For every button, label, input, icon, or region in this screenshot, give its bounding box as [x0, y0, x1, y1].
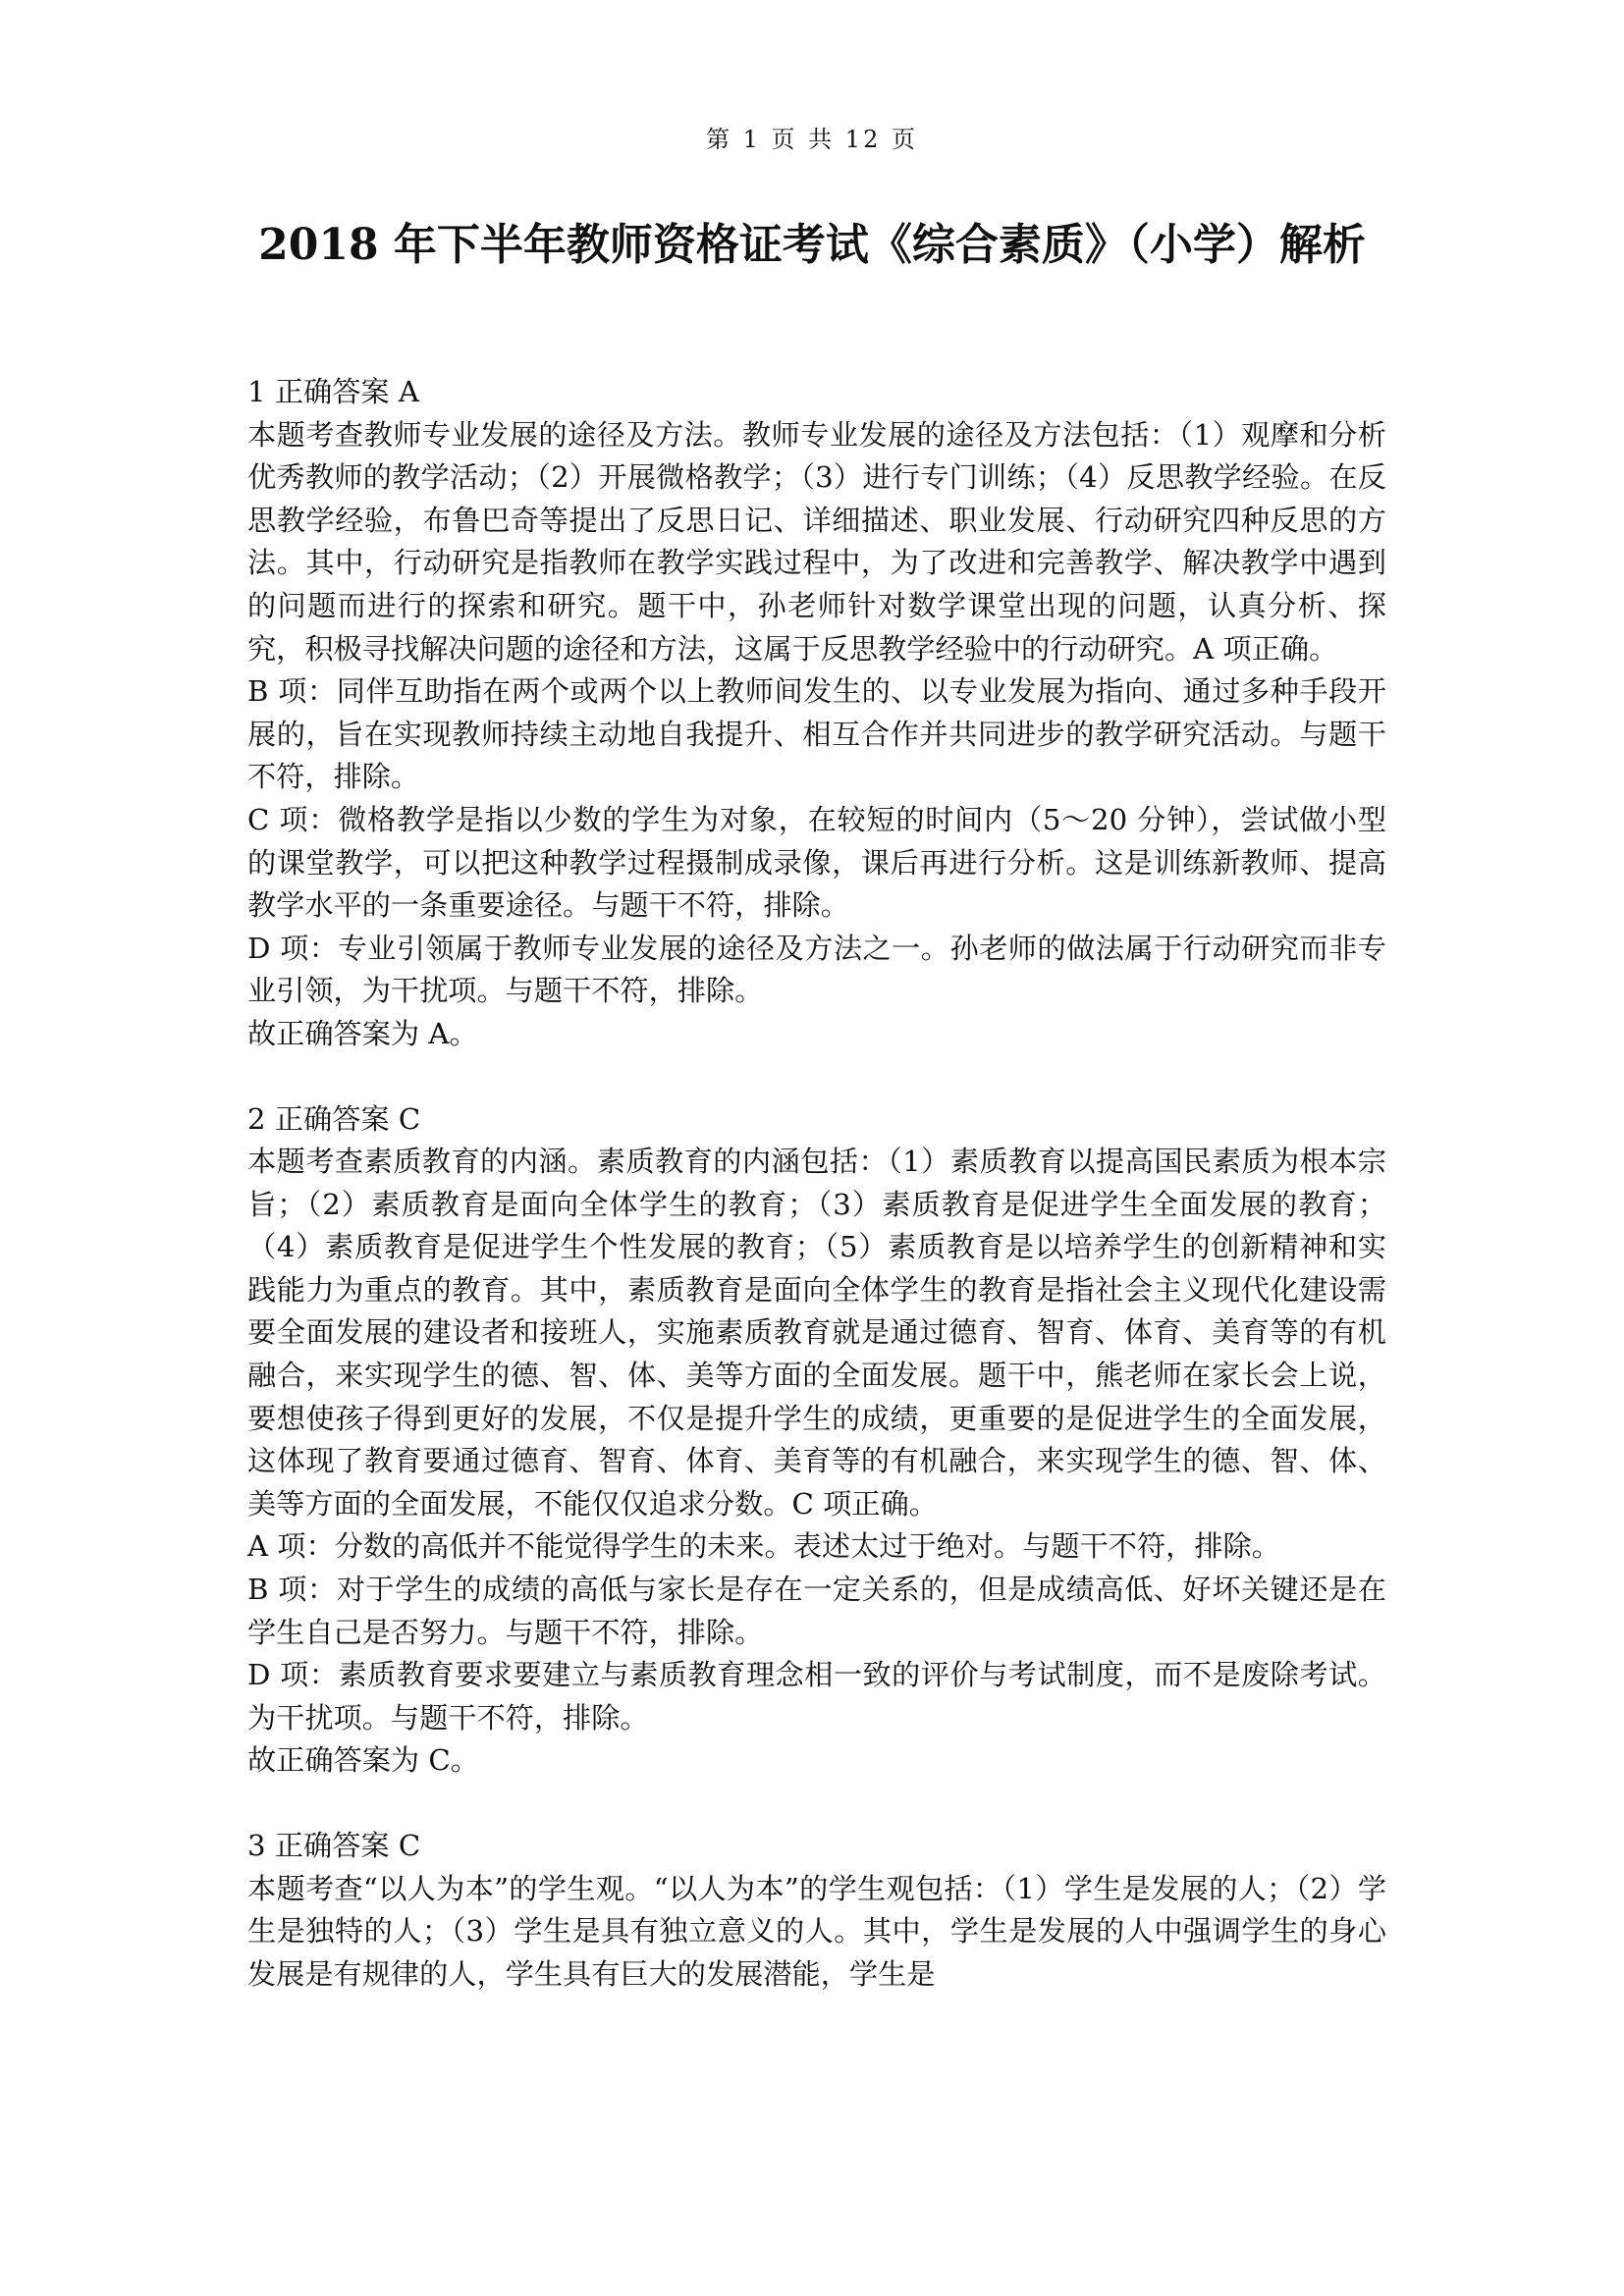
explanation-paragraph: 本题考查素质教育的内涵。素质教育的内涵包括：（1）素质教育以提高国民素质为根本宗旨；（2）素质教育是面向全体学生的教育；（3）素质教育是促进学生全面发展的教育；（4）素质教育是促进学生个性发展的教育；（5）素质教育是以培养学生的创新精神和实践能力为重点的教育。其中，素质教育是面向全体学生的教育是指社会主义现代化建设需要全面发展的建设者和接班人，实施素质教育就是通过德育、智育、体育、美育等的有机融合，来实现学生的德、智、体、美等方面的全面发展。题干中，熊老师在家长会上说，要想使孩子得到更好的发展，不仅是提升学生的成绩，更重要的是促进学生的全面发展，这体现了教育要通过德育、智育、体育、美育等的有机融合，来实现学生的德、智、体、美等方面的全面发展，不能仅仅追求分数。C 项正确。 — [247, 1145, 1386, 1521]
answer-heading: 1 正确答案 A — [247, 375, 419, 408]
page-header: 第 1 页 共 12 页 — [706, 126, 918, 153]
option-a-explanation: A 项：分数的高低并不能觉得学生的未来。表述太过于绝对。与题干不符，排除。 — [247, 1529, 1280, 1564]
document-body — [247, 371, 1386, 2038]
question-block-1 — [247, 371, 1386, 1056]
option-b-explanation: B 项：对于学生的成绩的高低与家长是存在一定关系的，但是成绩高低、好坏关键还是在学生自己是否努力。与题干不符，排除。 — [247, 1573, 1386, 1649]
document-title: 2018 年下半年教师资格证考试《综合素质》（小学）解析 — [258, 220, 1366, 270]
answer-conclusion: 故正确答案为 C。 — [247, 1743, 479, 1778]
option-d-explanation: D 项：素质教育要求要建立与素质教育理念相一致的评价与考试制度，而不是废除考试。为干扰项。与题干不符，排除。 — [247, 1658, 1386, 1735]
option-c-explanation: C 项：微格教学是指以少数的学生为对象，在较短的时间内（5～20 分钟），尝试做小型的课堂教学，可以把这种教学过程摄制成录像，课后再进行分析。这是训练新教师、提高教学水平的一条重要途径。与题干不符，排除。 — [247, 802, 1386, 923]
question-block-3 — [247, 1825, 1386, 1996]
option-d-explanation: D 项：专业引领属于教师专业发展的途径及方法之一。孙老师的做法属于行动研究而非专业引领，为干扰项。与题干不符，排除。 — [247, 931, 1386, 1008]
option-b-explanation: B 项：同伴互助指在两个或两个以上教师间发生的、以专业发展为指向、通过多种手段开展的，旨在实现教师持续主动地自我提升、相互合作并共同进步的教学研究活动。与题干不符，排除。 — [247, 674, 1386, 794]
answer-heading: 2 正确答案 C — [247, 1101, 421, 1136]
answer-heading: 3 正确答案 C — [247, 1829, 421, 1862]
explanation-paragraph: 本题考查“以人为本”的学生观。“以人为本”的学生观包括：（1）学生是发展的人；（2）学生是独特的人；（3）学生是具有独立意义的人。其中，学生是发展的人中强调学生的身心发展是有规律的人，学生具有巨大的发展潜能，学生是 — [247, 1871, 1386, 1991]
explanation-paragraph: 本题考查教师专业发展的途径及方法。教师专业发展的途径及方法包括：（1）观摩和分析优秀教师的教学活动；（2）开展微格教学；（3）进行专门训练；（4）反思教学经验。在反思教学经验，布鲁巴奇等提出了反思日记、详细描述、职业发展、行动研究四种反思的方法。其中，行动研究是指教师在教学实践过程中，为了改进和完善教学、解决教学中遇到的问题而进行的探索和研究。题干中，孙老师针对数学课堂出现的问题，认真分析、探究，积极寻找解决问题的途径和方法，这属于反思教学经验中的行动研究。A 项正确。 — [247, 417, 1386, 666]
answer-conclusion: 故正确答案为 A。 — [247, 1016, 478, 1050]
question-block-2 — [247, 1098, 1386, 1784]
